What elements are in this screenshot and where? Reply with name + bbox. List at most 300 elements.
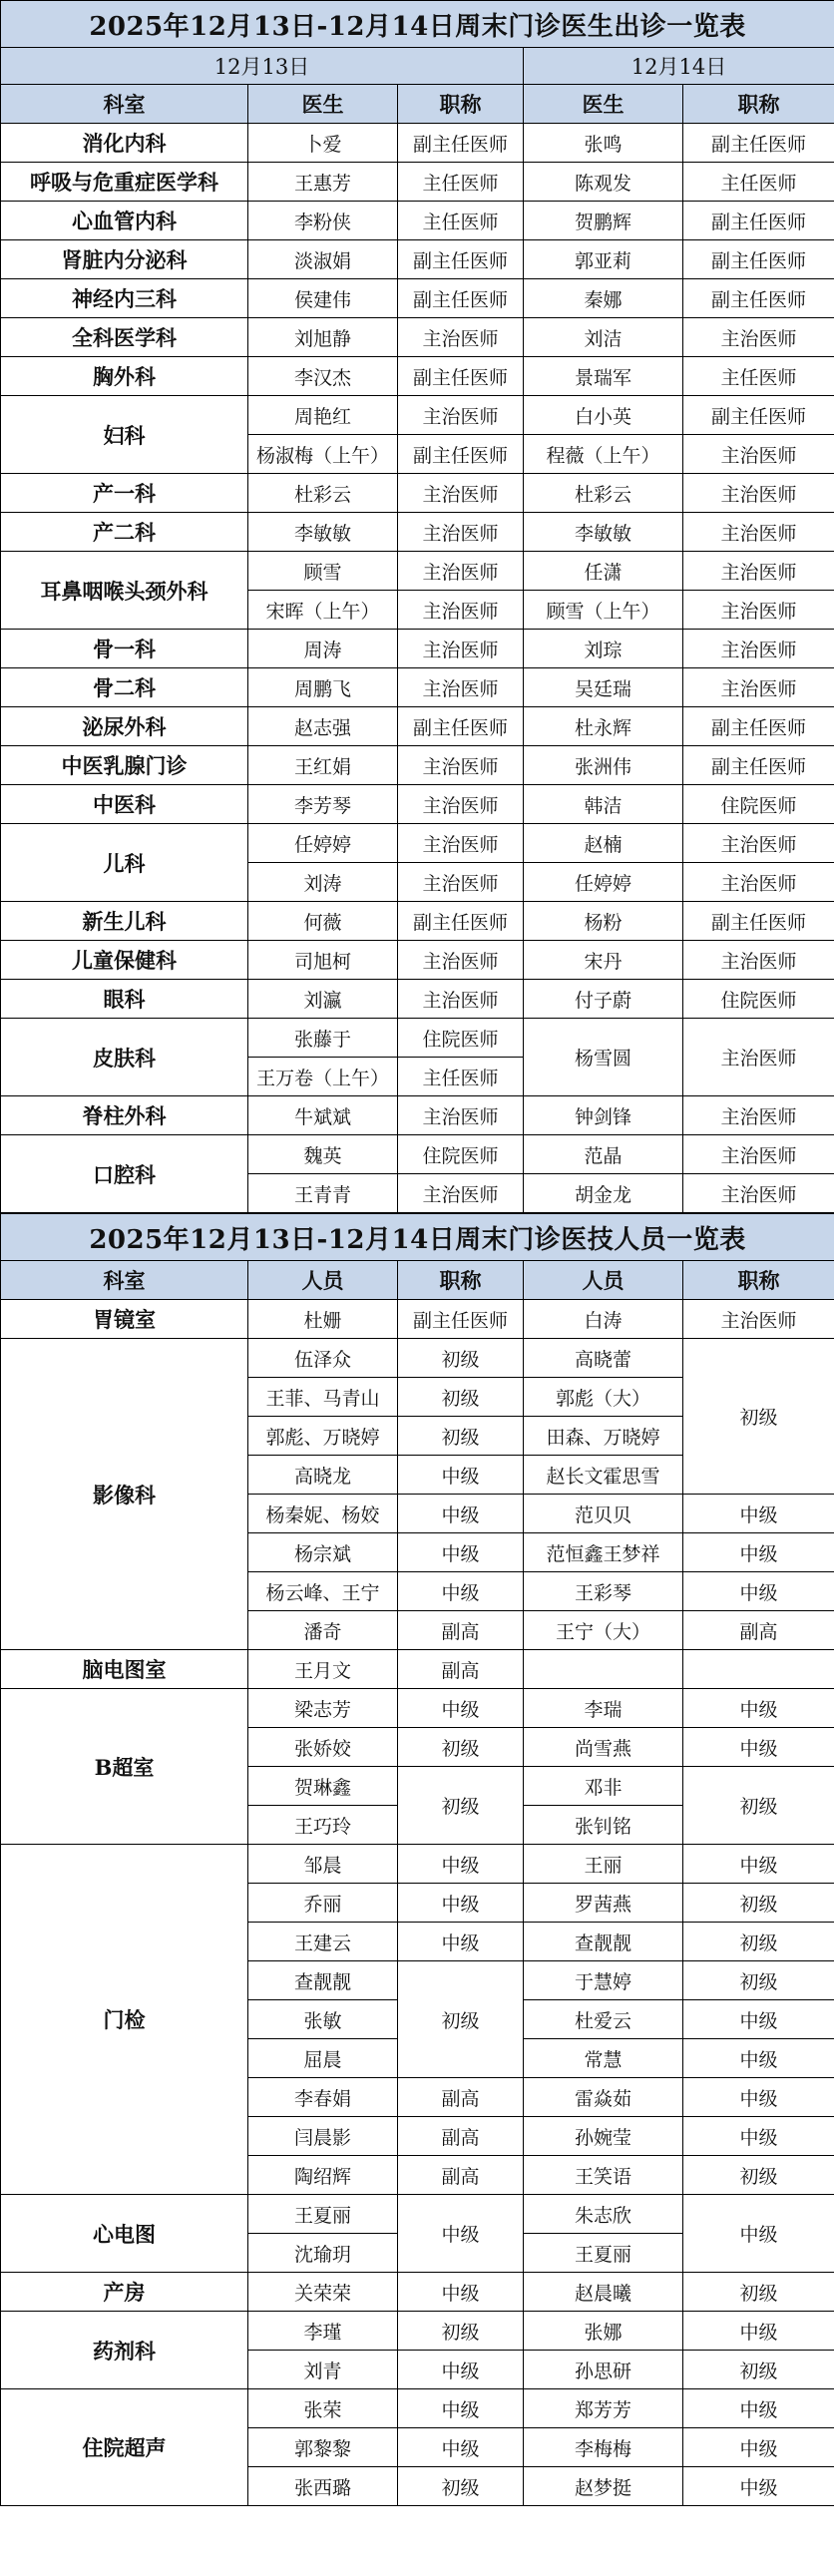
staff-name: 赵长文霍思雪 bbox=[524, 1456, 683, 1495]
staff-title: 初级 bbox=[683, 2273, 834, 2312]
staff-name: 常慧 bbox=[524, 2039, 683, 2078]
staff-name: 王笑语 bbox=[524, 2156, 683, 2195]
department-cell: 新生儿科 bbox=[1, 902, 248, 941]
table-row bbox=[1, 240, 834, 279]
staff-name: 白小英 bbox=[524, 396, 683, 435]
staff-title: 主任医师 bbox=[398, 163, 524, 202]
staff-name: 郭黎黎 bbox=[248, 2428, 398, 2467]
department-cell: 产房 bbox=[1, 2273, 248, 2312]
staff-title: 初级 bbox=[398, 1339, 524, 1378]
staff-title: 中级 bbox=[398, 1495, 524, 1533]
department-cell: B超室 bbox=[1, 1689, 248, 1845]
header-title-day1: 职称 bbox=[398, 85, 524, 124]
staff-name: 刘洁 bbox=[524, 318, 683, 357]
staff-title: 副主任医师 bbox=[683, 279, 834, 318]
staff-name: 王建云 bbox=[248, 1923, 398, 1961]
table-row bbox=[1, 785, 834, 824]
staff-name: 李瑞 bbox=[524, 1689, 683, 1728]
staff-name: 孙婉莹 bbox=[524, 2117, 683, 2156]
staff-name: 杜彩云 bbox=[524, 474, 683, 513]
staff-title: 主治医师 bbox=[683, 1096, 834, 1135]
department-cell: 中医乳腺门诊 bbox=[1, 746, 248, 785]
staff-name: 杜爱云 bbox=[524, 2000, 683, 2039]
staff-name: 任潇 bbox=[524, 552, 683, 591]
staff-title: 主治医师 bbox=[683, 591, 834, 630]
staff-name: 范晶 bbox=[524, 1135, 683, 1174]
department-cell: 耳鼻咽喉头颈外科 bbox=[1, 552, 248, 630]
staff-name: 景瑞军 bbox=[524, 357, 683, 396]
staff-title: 中级 bbox=[398, 1845, 524, 1884]
department-cell: 消化内科 bbox=[1, 124, 248, 163]
department-cell: 眼科 bbox=[1, 980, 248, 1019]
staff-name: 赵志强 bbox=[248, 707, 398, 746]
staff-title: 主治医师 bbox=[683, 1135, 834, 1174]
staff-name: 范恒鑫王梦祥 bbox=[524, 1533, 683, 1572]
staff-title: 副高 bbox=[398, 1650, 524, 1689]
staff-title: 中级 bbox=[683, 1533, 834, 1572]
staff-title: 中级 bbox=[683, 1495, 834, 1533]
table-row bbox=[1, 668, 834, 707]
staff-title: 中级 bbox=[683, 2039, 834, 2078]
staff-title: 中级 bbox=[398, 2195, 524, 2273]
staff-name: 李瑾 bbox=[248, 2312, 398, 2351]
staff-title: 初级 bbox=[398, 1728, 524, 1767]
staff-title: 主治医师 bbox=[398, 591, 524, 630]
staff-name: 周鹏飞 bbox=[248, 668, 398, 707]
staff-name: 李汉杰 bbox=[248, 357, 398, 396]
staff-title: 主任医师 bbox=[398, 202, 524, 240]
department-cell: 儿科 bbox=[1, 824, 248, 902]
staff-title: 副主任医师 bbox=[683, 396, 834, 435]
table-row bbox=[1, 1339, 834, 1378]
staff-title: 初级 bbox=[683, 1884, 834, 1923]
staff-name: 张鸣 bbox=[524, 124, 683, 163]
table-row bbox=[1, 357, 834, 396]
staff-title: 主治医师 bbox=[683, 513, 834, 552]
staff-name: 乔丽 bbox=[248, 1884, 398, 1923]
staff-name: 查靓靓 bbox=[248, 1961, 398, 2000]
staff-name: 李芳琴 bbox=[248, 785, 398, 824]
staff-name: 卜爱 bbox=[248, 124, 398, 163]
staff-title: 副主任医师 bbox=[398, 707, 524, 746]
staff-title: 中级 bbox=[683, 2195, 834, 2273]
table-row bbox=[1, 279, 834, 318]
table-row bbox=[1, 980, 834, 1019]
staff-title: 中级 bbox=[398, 1689, 524, 1728]
staff-name: 关荣荣 bbox=[248, 2273, 398, 2312]
staff-name: 周涛 bbox=[248, 630, 398, 668]
department-cell: 住院超声 bbox=[1, 2389, 248, 2506]
department-cell: 皮肤科 bbox=[1, 1019, 248, 1096]
staff-title: 主治医师 bbox=[398, 824, 524, 863]
staff-name: 杨秦妮、杨姣 bbox=[248, 1495, 398, 1533]
staff-name: 王万卷（上午） bbox=[248, 1058, 398, 1096]
table-row bbox=[1, 396, 834, 435]
staff-name: 宋晖（上午） bbox=[248, 591, 398, 630]
staff-name: 张敏 bbox=[248, 2000, 398, 2039]
staff-title: 中级 bbox=[683, 2078, 834, 2117]
header-name-day1: 医生 bbox=[248, 85, 398, 124]
staff-name: 赵晨曦 bbox=[524, 2273, 683, 2312]
department-cell: 产二科 bbox=[1, 513, 248, 552]
staff-name: 郭亚莉 bbox=[524, 240, 683, 279]
staff-title: 主任医师 bbox=[683, 163, 834, 202]
staff-title: 副主任医师 bbox=[398, 279, 524, 318]
staff-name: 朱志欣 bbox=[524, 2195, 683, 2234]
staff-title: 初级 bbox=[398, 1378, 524, 1417]
staff-title: 主治医师 bbox=[398, 630, 524, 668]
staff-name: 张藤于 bbox=[248, 1019, 398, 1058]
staff-title: 副主任医师 bbox=[398, 1300, 524, 1339]
staff-name: 高晓蕾 bbox=[524, 1339, 683, 1378]
table-row bbox=[1, 1135, 834, 1174]
staff-title: 主治医师 bbox=[398, 785, 524, 824]
department-cell: 泌尿外科 bbox=[1, 707, 248, 746]
staff-name: 钟剑锋 bbox=[524, 1096, 683, 1135]
table-row bbox=[1, 163, 834, 202]
table-row bbox=[1, 1689, 834, 1728]
department-cell: 儿童保健科 bbox=[1, 941, 248, 980]
table-row bbox=[1, 124, 834, 163]
staff-name: 杨雪圆 bbox=[524, 1019, 683, 1096]
staff-title: 主任医师 bbox=[398, 1058, 524, 1096]
staff-name: 刘涛 bbox=[248, 863, 398, 902]
staff-name: 张钊铭 bbox=[524, 1806, 683, 1845]
staff-title: 中级 bbox=[398, 2428, 524, 2467]
staff-name bbox=[524, 1650, 683, 1689]
staff-title: 初级 bbox=[398, 2312, 524, 2351]
staff-title: 主治医师 bbox=[683, 435, 834, 474]
date-header-day1: 12月13日 bbox=[1, 48, 524, 85]
staff-title: 主治医师 bbox=[398, 1174, 524, 1213]
staff-name: 王巧玲 bbox=[248, 1806, 398, 1845]
staff-title: 主治医师 bbox=[398, 396, 524, 435]
staff-title: 副主任医师 bbox=[683, 746, 834, 785]
staff-title: 副主任医师 bbox=[683, 202, 834, 240]
header-title-day1: 职称 bbox=[398, 1261, 524, 1300]
staff-name: 郑芳芳 bbox=[524, 2389, 683, 2428]
department-cell: 脊柱外科 bbox=[1, 1096, 248, 1135]
staff-name: 张洲伟 bbox=[524, 746, 683, 785]
staff-title: 中级 bbox=[683, 2428, 834, 2467]
staff-name: 赵梦挺 bbox=[524, 2467, 683, 2506]
staff-name: 于慧婷 bbox=[524, 1961, 683, 2000]
staff-name: 杨淑梅（上午） bbox=[248, 435, 398, 474]
table-row bbox=[1, 2195, 834, 2234]
staff-title: 初级 bbox=[683, 2351, 834, 2389]
staff-name: 郭彪、万晓婷 bbox=[248, 1417, 398, 1456]
doctor-table-title: 2025年12月13日-12月14日周末门诊医生出诊一览表 bbox=[1, 1, 834, 48]
staff-title: 主任医师 bbox=[683, 357, 834, 396]
staff-name: 梁志芳 bbox=[248, 1689, 398, 1728]
staff-title: 副主任医师 bbox=[398, 902, 524, 941]
staff-name: 任婷婷 bbox=[248, 824, 398, 863]
staff-title: 主治医师 bbox=[683, 1174, 834, 1213]
department-cell: 口腔科 bbox=[1, 1135, 248, 1213]
staff-name: 王惠芳 bbox=[248, 163, 398, 202]
staff-name: 王青青 bbox=[248, 1174, 398, 1213]
staff-title: 副主任医师 bbox=[398, 124, 524, 163]
department-cell: 妇科 bbox=[1, 396, 248, 474]
staff-name: 顾雪 bbox=[248, 552, 398, 591]
staff-title: 副高 bbox=[398, 2117, 524, 2156]
staff-title: 中级 bbox=[683, 1728, 834, 1767]
table-row bbox=[1, 1300, 834, 1339]
department-cell: 心电图 bbox=[1, 2195, 248, 2273]
department-cell: 全科医学科 bbox=[1, 318, 248, 357]
staff-name: 李敏敏 bbox=[248, 513, 398, 552]
staff-name: 王丽 bbox=[524, 1845, 683, 1884]
staff-title: 中级 bbox=[398, 1456, 524, 1495]
staff-name: 韩洁 bbox=[524, 785, 683, 824]
staff-title: 副高 bbox=[683, 1611, 834, 1650]
staff-title: 副高 bbox=[398, 2078, 524, 2117]
staff-title: 副高 bbox=[398, 1611, 524, 1650]
staff-title: 初级 bbox=[398, 1961, 524, 2078]
staff-name: 张娇姣 bbox=[248, 1728, 398, 1767]
staff-title: 中级 bbox=[683, 1572, 834, 1611]
table-row bbox=[1, 630, 834, 668]
staff-name: 李梅梅 bbox=[524, 2428, 683, 2467]
table-row bbox=[1, 746, 834, 785]
staff-title: 初级 bbox=[683, 1923, 834, 1961]
staff-name: 高晓龙 bbox=[248, 1456, 398, 1495]
staff-name: 邹晨 bbox=[248, 1845, 398, 1884]
staff-name: 王月文 bbox=[248, 1650, 398, 1689]
staff-title: 主治医师 bbox=[398, 474, 524, 513]
staff-name: 刘旭静 bbox=[248, 318, 398, 357]
staff-name: 张西璐 bbox=[248, 2467, 398, 2506]
staff-title: 初级 bbox=[398, 1417, 524, 1456]
table-row bbox=[1, 1650, 834, 1689]
staff-title: 中级 bbox=[683, 2117, 834, 2156]
staff-name: 魏英 bbox=[248, 1135, 398, 1174]
staff-name: 刘瀛 bbox=[248, 980, 398, 1019]
table-row bbox=[1, 513, 834, 552]
staff-title: 初级 bbox=[683, 1767, 834, 1845]
department-cell: 影像科 bbox=[1, 1339, 248, 1650]
staff-title: 主治医师 bbox=[398, 746, 524, 785]
table-row bbox=[1, 1845, 834, 1884]
staff-name: 范贝贝 bbox=[524, 1495, 683, 1533]
staff-title: 中级 bbox=[398, 2389, 524, 2428]
department-cell: 药剂科 bbox=[1, 2312, 248, 2389]
staff-name: 牛斌斌 bbox=[248, 1096, 398, 1135]
staff-title: 副主任医师 bbox=[398, 435, 524, 474]
department-cell: 胸外科 bbox=[1, 357, 248, 396]
staff-name: 潘奇 bbox=[248, 1611, 398, 1650]
staff-name: 杨云峰、王宁 bbox=[248, 1572, 398, 1611]
department-cell: 骨二科 bbox=[1, 668, 248, 707]
table-row bbox=[1, 552, 834, 591]
staff-title: 主治医师 bbox=[683, 941, 834, 980]
table-row bbox=[1, 318, 834, 357]
staff-name: 宋丹 bbox=[524, 941, 683, 980]
department-cell: 骨一科 bbox=[1, 630, 248, 668]
staff-title: 中级 bbox=[683, 2312, 834, 2351]
staff-title: 主治医师 bbox=[398, 552, 524, 591]
staff-title: 中级 bbox=[398, 1923, 524, 1961]
table-row bbox=[1, 1096, 834, 1135]
department-cell: 胃镜室 bbox=[1, 1300, 248, 1339]
staff-title: 中级 bbox=[398, 2351, 524, 2389]
header-dept: 科室 bbox=[1, 1261, 248, 1300]
staff-title: 中级 bbox=[683, 2000, 834, 2039]
doctor-schedule-table bbox=[0, 0, 834, 1213]
header-staff-day2: 人员 bbox=[524, 1261, 683, 1300]
department-cell: 呼吸与危重症医学科 bbox=[1, 163, 248, 202]
staff-name: 屈晨 bbox=[248, 2039, 398, 2078]
staff-name: 李敏敏 bbox=[524, 513, 683, 552]
staff-name: 李春娟 bbox=[248, 2078, 398, 2117]
staff-title: 主治医师 bbox=[683, 1300, 834, 1339]
staff-name: 吴廷瑞 bbox=[524, 668, 683, 707]
staff-name: 王红娟 bbox=[248, 746, 398, 785]
table-row bbox=[1, 2389, 834, 2428]
department-cell: 产一科 bbox=[1, 474, 248, 513]
staff-name: 胡金龙 bbox=[524, 1174, 683, 1213]
staff-title: 主治医师 bbox=[683, 474, 834, 513]
staff-title: 副主任医师 bbox=[398, 240, 524, 279]
staff-title: 主治医师 bbox=[683, 318, 834, 357]
header-name-day2: 医生 bbox=[524, 85, 683, 124]
staff-title: 初级 bbox=[683, 1961, 834, 2000]
table-row bbox=[1, 707, 834, 746]
staff-name: 王彩琴 bbox=[524, 1572, 683, 1611]
staff-name: 付子蔚 bbox=[524, 980, 683, 1019]
staff-title: 中级 bbox=[683, 2467, 834, 2506]
tech-table-title: 2025年12月13日-12月14日周末门诊医技人员一览表 bbox=[1, 1214, 834, 1261]
staff-title: 中级 bbox=[398, 1533, 524, 1572]
date-header-day2: 12月14日 bbox=[524, 48, 834, 85]
table-row bbox=[1, 824, 834, 863]
staff-title: 主治医师 bbox=[683, 863, 834, 902]
staff-name: 程薇（上午） bbox=[524, 435, 683, 474]
staff-name: 周艳红 bbox=[248, 396, 398, 435]
staff-name: 王菲、马青山 bbox=[248, 1378, 398, 1417]
staff-title: 住院医师 bbox=[398, 1019, 524, 1058]
department-cell: 脑电图室 bbox=[1, 1650, 248, 1689]
staff-title: 主治医师 bbox=[398, 1096, 524, 1135]
staff-name: 陶绍辉 bbox=[248, 2156, 398, 2195]
staff-title: 主治医师 bbox=[683, 630, 834, 668]
department-cell: 中医科 bbox=[1, 785, 248, 824]
table-row bbox=[1, 902, 834, 941]
table-row bbox=[1, 2273, 834, 2312]
staff-name: 田森、万晓婷 bbox=[524, 1417, 683, 1456]
staff-name: 王宁（大） bbox=[524, 1611, 683, 1650]
staff-title: 主治医师 bbox=[683, 668, 834, 707]
table-row bbox=[1, 202, 834, 240]
staff-name: 伍泽众 bbox=[248, 1339, 398, 1378]
staff-name: 雷焱茹 bbox=[524, 2078, 683, 2117]
staff-title: 主治医师 bbox=[398, 941, 524, 980]
department-cell: 门检 bbox=[1, 1845, 248, 2195]
department-cell: 神经内三科 bbox=[1, 279, 248, 318]
staff-title: 中级 bbox=[683, 1845, 834, 1884]
staff-name: 孙思研 bbox=[524, 2351, 683, 2389]
staff-title: 主治医师 bbox=[683, 552, 834, 591]
staff-title: 住院医师 bbox=[398, 1135, 524, 1174]
header-dept: 科室 bbox=[1, 85, 248, 124]
staff-title: 主治医师 bbox=[683, 1019, 834, 1096]
staff-name: 尚雪燕 bbox=[524, 1728, 683, 1767]
staff-name: 闫晨影 bbox=[248, 2117, 398, 2156]
staff-name: 任婷婷 bbox=[524, 863, 683, 902]
staff-title: 住院医师 bbox=[683, 785, 834, 824]
staff-title: 主治医师 bbox=[398, 668, 524, 707]
staff-title: 副高 bbox=[398, 2156, 524, 2195]
staff-title: 副主任医师 bbox=[683, 902, 834, 941]
staff-title bbox=[683, 1650, 834, 1689]
tech-staff-table bbox=[0, 1213, 834, 2506]
header-title-day2: 职称 bbox=[683, 1261, 834, 1300]
staff-title: 主治医师 bbox=[398, 513, 524, 552]
table-row bbox=[1, 2312, 834, 2351]
staff-name: 侯建伟 bbox=[248, 279, 398, 318]
staff-title: 副主任医师 bbox=[683, 240, 834, 279]
staff-title: 中级 bbox=[398, 1884, 524, 1923]
staff-name: 顾雪（上午） bbox=[524, 591, 683, 630]
staff-name: 罗茜燕 bbox=[524, 1884, 683, 1923]
staff-name: 陈观发 bbox=[524, 163, 683, 202]
staff-name: 杨宗斌 bbox=[248, 1533, 398, 1572]
staff-title: 初级 bbox=[683, 1339, 834, 1495]
staff-name: 王夏丽 bbox=[248, 2195, 398, 2234]
table-row bbox=[1, 1019, 834, 1058]
staff-name: 杨粉 bbox=[524, 902, 683, 941]
staff-name: 张荣 bbox=[248, 2389, 398, 2428]
staff-name: 张娜 bbox=[524, 2312, 683, 2351]
staff-name: 白涛 bbox=[524, 1300, 683, 1339]
staff-name: 查靓靓 bbox=[524, 1923, 683, 1961]
staff-name: 赵楠 bbox=[524, 824, 683, 863]
header-staff-day1: 人员 bbox=[248, 1261, 398, 1300]
department-cell: 心血管内科 bbox=[1, 202, 248, 240]
staff-title: 主治医师 bbox=[398, 318, 524, 357]
table-row bbox=[1, 941, 834, 980]
department-cell: 肾脏内分泌科 bbox=[1, 240, 248, 279]
tech-column-headers bbox=[1, 1261, 834, 1300]
staff-name: 王夏丽 bbox=[524, 2234, 683, 2273]
staff-name: 司旭柯 bbox=[248, 941, 398, 980]
staff-title: 中级 bbox=[398, 2273, 524, 2312]
staff-title: 主治医师 bbox=[683, 824, 834, 863]
staff-name: 何薇 bbox=[248, 902, 398, 941]
doctor-column-headers bbox=[1, 85, 834, 124]
staff-name: 李粉侠 bbox=[248, 202, 398, 240]
staff-name: 贺鹏辉 bbox=[524, 202, 683, 240]
staff-title: 副主任医师 bbox=[683, 124, 834, 163]
staff-name: 贺琳鑫 bbox=[248, 1767, 398, 1806]
staff-title: 初级 bbox=[683, 2156, 834, 2195]
staff-title: 中级 bbox=[683, 2389, 834, 2428]
staff-title: 中级 bbox=[398, 1572, 524, 1611]
staff-name: 杜姗 bbox=[248, 1300, 398, 1339]
staff-name: 淡淑娟 bbox=[248, 240, 398, 279]
staff-name: 刘青 bbox=[248, 2351, 398, 2389]
staff-title: 主治医师 bbox=[398, 863, 524, 902]
staff-title: 住院医师 bbox=[683, 980, 834, 1019]
staff-name: 沈瑜玥 bbox=[248, 2234, 398, 2273]
staff-name: 郭彪（大） bbox=[524, 1378, 683, 1417]
staff-name: 杜彩云 bbox=[248, 474, 398, 513]
table-row bbox=[1, 474, 834, 513]
staff-title: 初级 bbox=[398, 2467, 524, 2506]
header-title-day2: 职称 bbox=[683, 85, 834, 124]
staff-title: 中级 bbox=[683, 1689, 834, 1728]
staff-title: 副主任医师 bbox=[398, 357, 524, 396]
